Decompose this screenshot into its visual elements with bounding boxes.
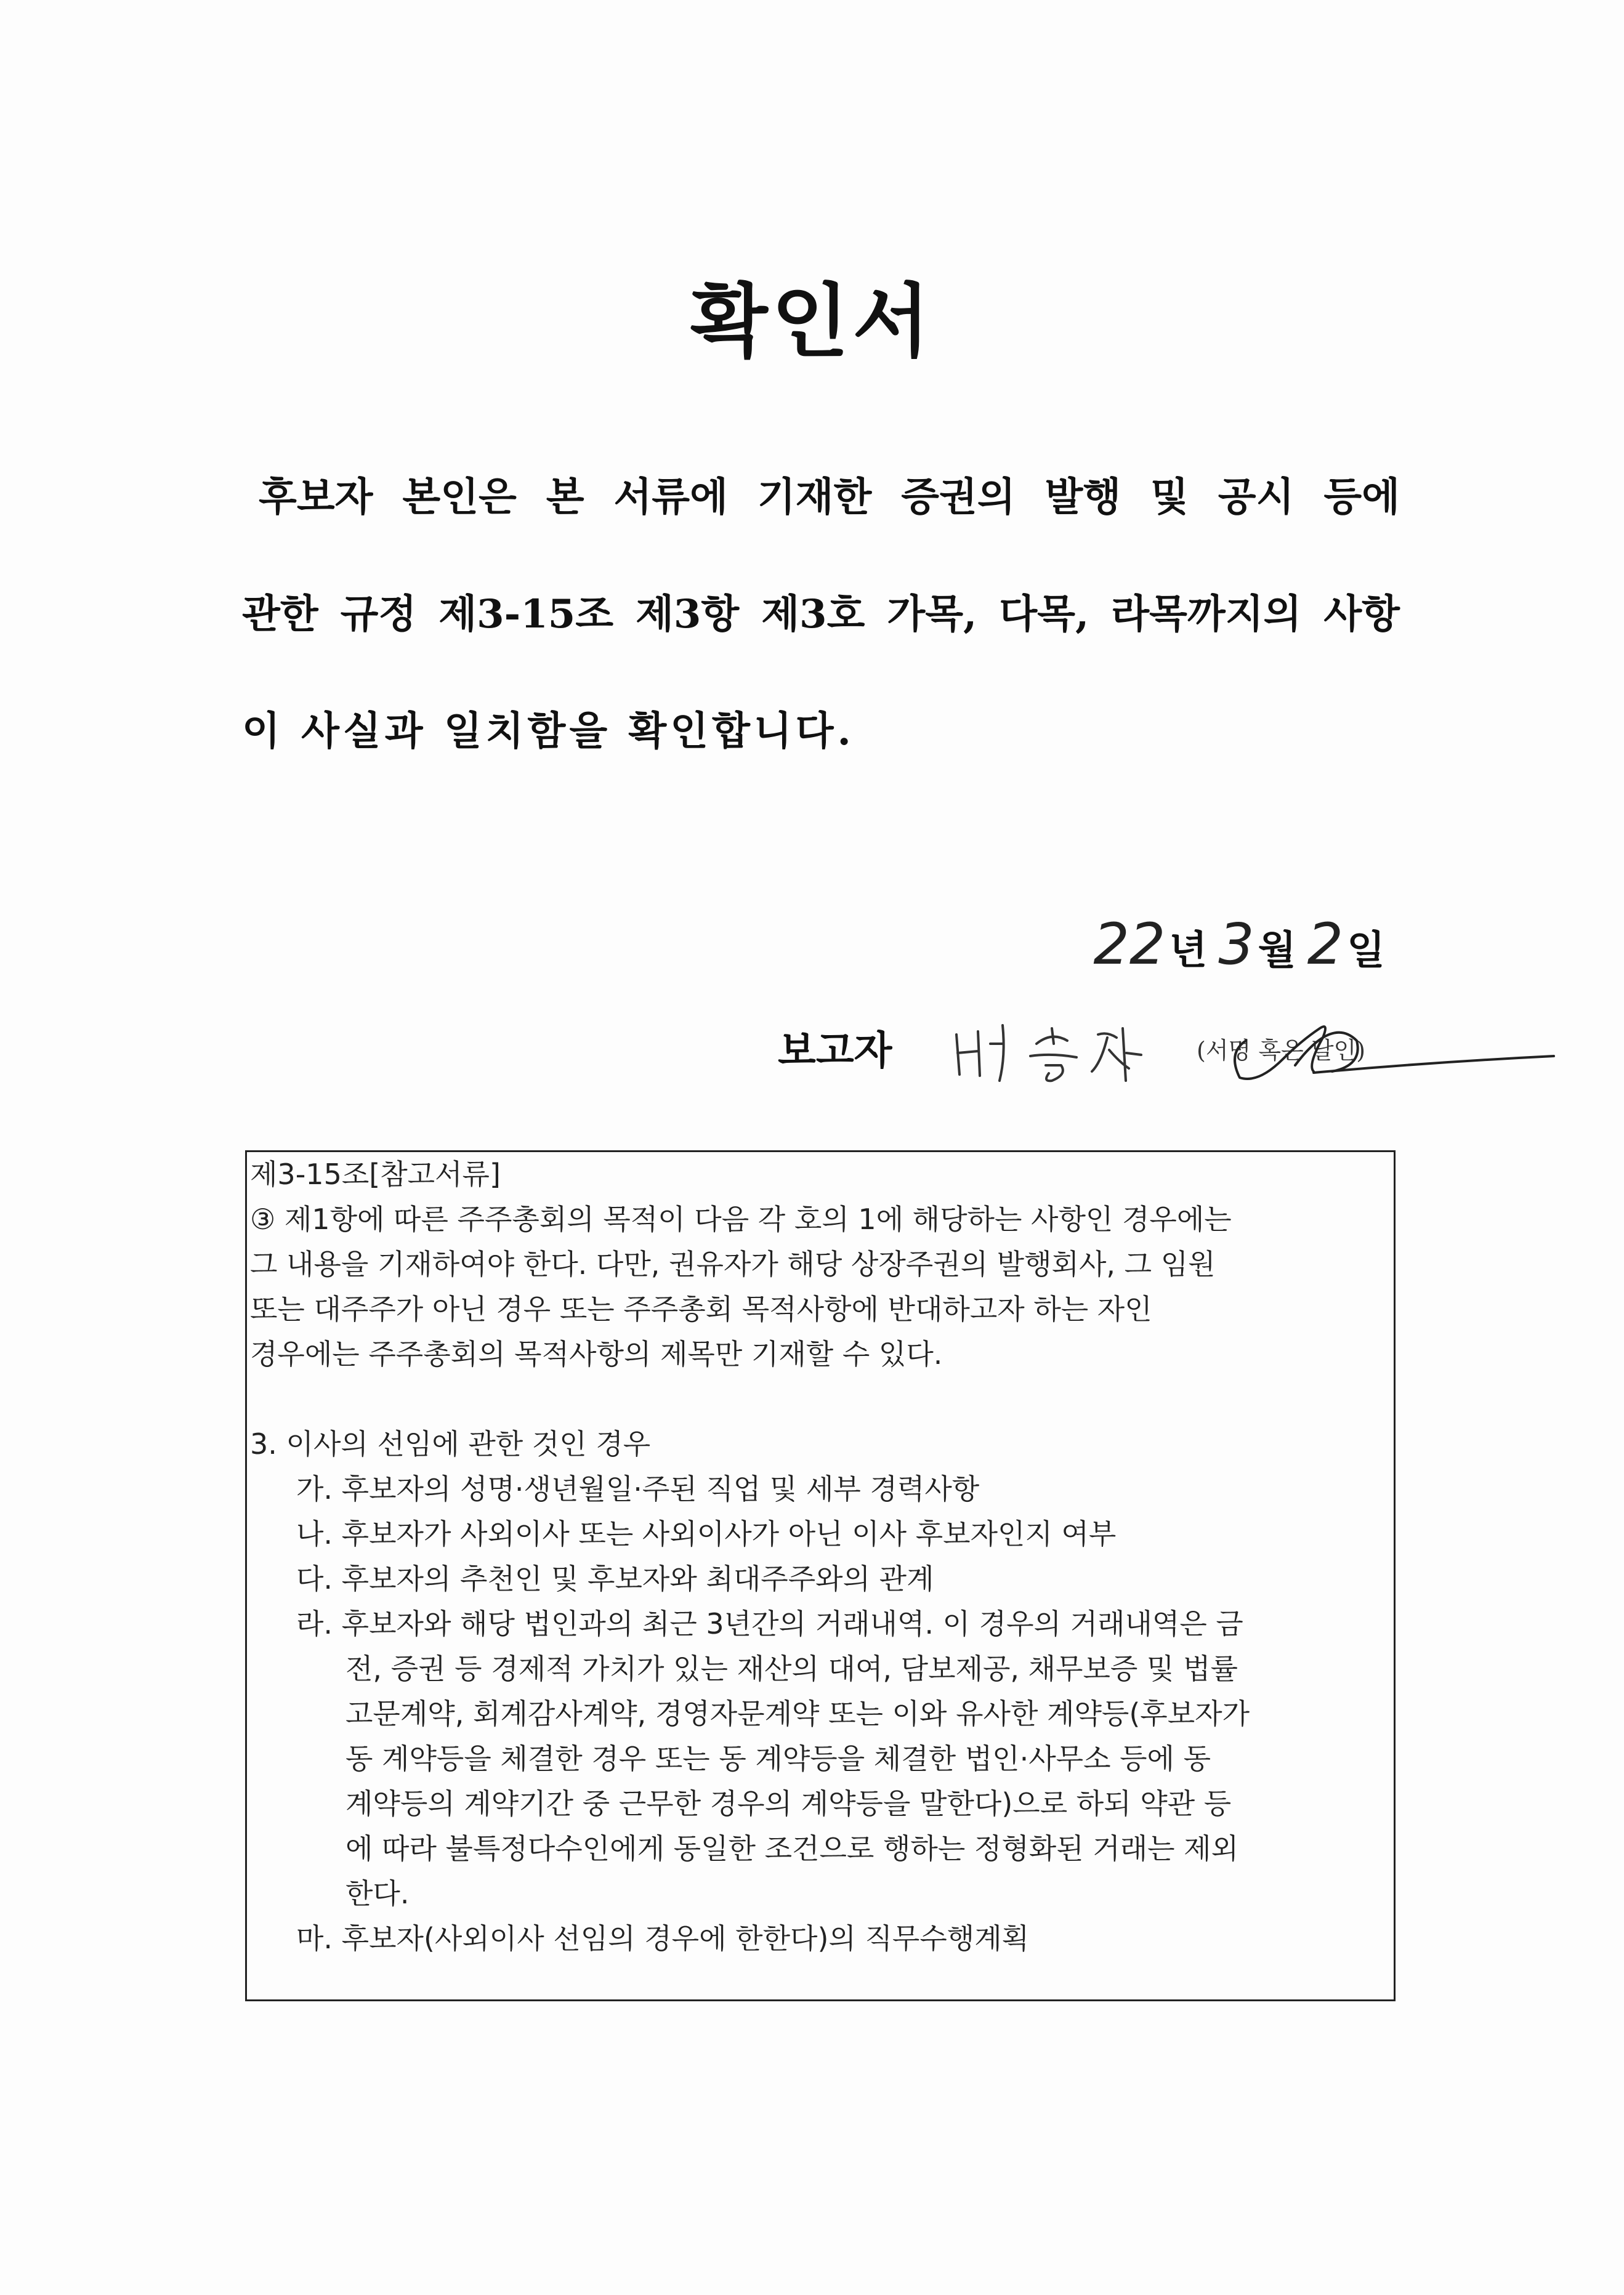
reference-item-continuation: 계약등의 계약기간 중 근무한 경우의 계약등을 말한다)으로 하되 약관 등 [345,1787,1232,1820]
reference-item: 마. 후보자(사외이사 선임의 경우에 한한다)의 직무수행계획 [296,1922,1030,1955]
seal-note: (서명 혹은 날인) [1197,1037,1366,1064]
statement-line-3: 이 사실과 일치함을 확인합니다. [242,708,855,754]
document-title: 확인서 [690,274,934,368]
reference-paragraph-line: 경우에는 주주총회의 목적사항의 제목만 기재할 수 있다. [250,1337,943,1371]
reference-box [245,1150,1396,2001]
date-day-unit: 일 [1347,927,1385,974]
reference-paragraph-line: 그 내용을 기재하여야 한다. 다만, 권유자가 해당 상장주권의 발행회사, 그 임원 [250,1248,1216,1281]
reference-item: 라. 후보자와 해당 법인과의 최근 3년간의 거래내역. 이 경우의 거래내역은 금 [296,1607,1243,1640]
reference-heading: 제3-15조[참고서류] [250,1158,501,1191]
reference-paragraph-line: ③ 제1항에 따른 주주총회의 목적이 다음 각 호의 1에 해당하는 사항인 경우에는 [250,1203,1232,1236]
reference-item: 가. 후보자의 성명·생년월일·주된 직업 및 세부 경력사항 [296,1472,980,1506]
reference-item-continuation: 동 계약등을 체결한 경우 또는 동 계약등을 체결한 법인·사무소 등에 동 [345,1742,1211,1775]
reference-item-continuation: 고문계약, 회계감사계약, 경영자문계약 또는 이와 유사한 계약등(후보자가 [345,1697,1250,1730]
reference-item-heading: 3. 이사의 선임에 관한 것인 경우 [250,1427,651,1461]
reference-item-continuation: 에 따라 불특정다수인에게 동일한 조건으로 행하는 정형화된 거래는 제외 [345,1832,1239,1865]
statement-line-2: 관한 규정 제3-15조 제3항 제3호 가목, 다목, 라목까지의 사항 [242,591,1400,637]
date-year-unit: 년 [1169,927,1208,974]
date-row [1093,911,1396,979]
reference-item: 다. 후보자의 추천인 및 후보자와 최대주주와의 관계 [296,1562,934,1595]
reference-item-continuation: 한다. [345,1877,410,1910]
statement-line-1: 후보자 본인은 본 서류에 기재한 증권의 발행 및 공시 등에 [259,474,1400,520]
date-day-handwritten: 2 [1307,911,1344,977]
reference-item: 나. 후보자가 사외이사 또는 사외이사가 아닌 이사 후보자인지 여부 [296,1517,1117,1551]
reference-item-continuation: 전, 증권 등 경제적 가치가 있는 재산의 대여, 담보제공, 채무보증 및 법률 [345,1652,1238,1685]
date-year-handwritten: 22 [1093,911,1166,977]
reporter-label: 보고자 [778,1028,892,1074]
date-month-handwritten: 3 [1218,911,1254,977]
date-month-unit: 월 [1258,927,1296,974]
reference-paragraph-line: 또는 대주주가 아닌 경우 또는 주주총회 목적사항에 반대하고자 하는 자인 [250,1293,1152,1326]
stroke-signature [1172,1004,1566,1090]
